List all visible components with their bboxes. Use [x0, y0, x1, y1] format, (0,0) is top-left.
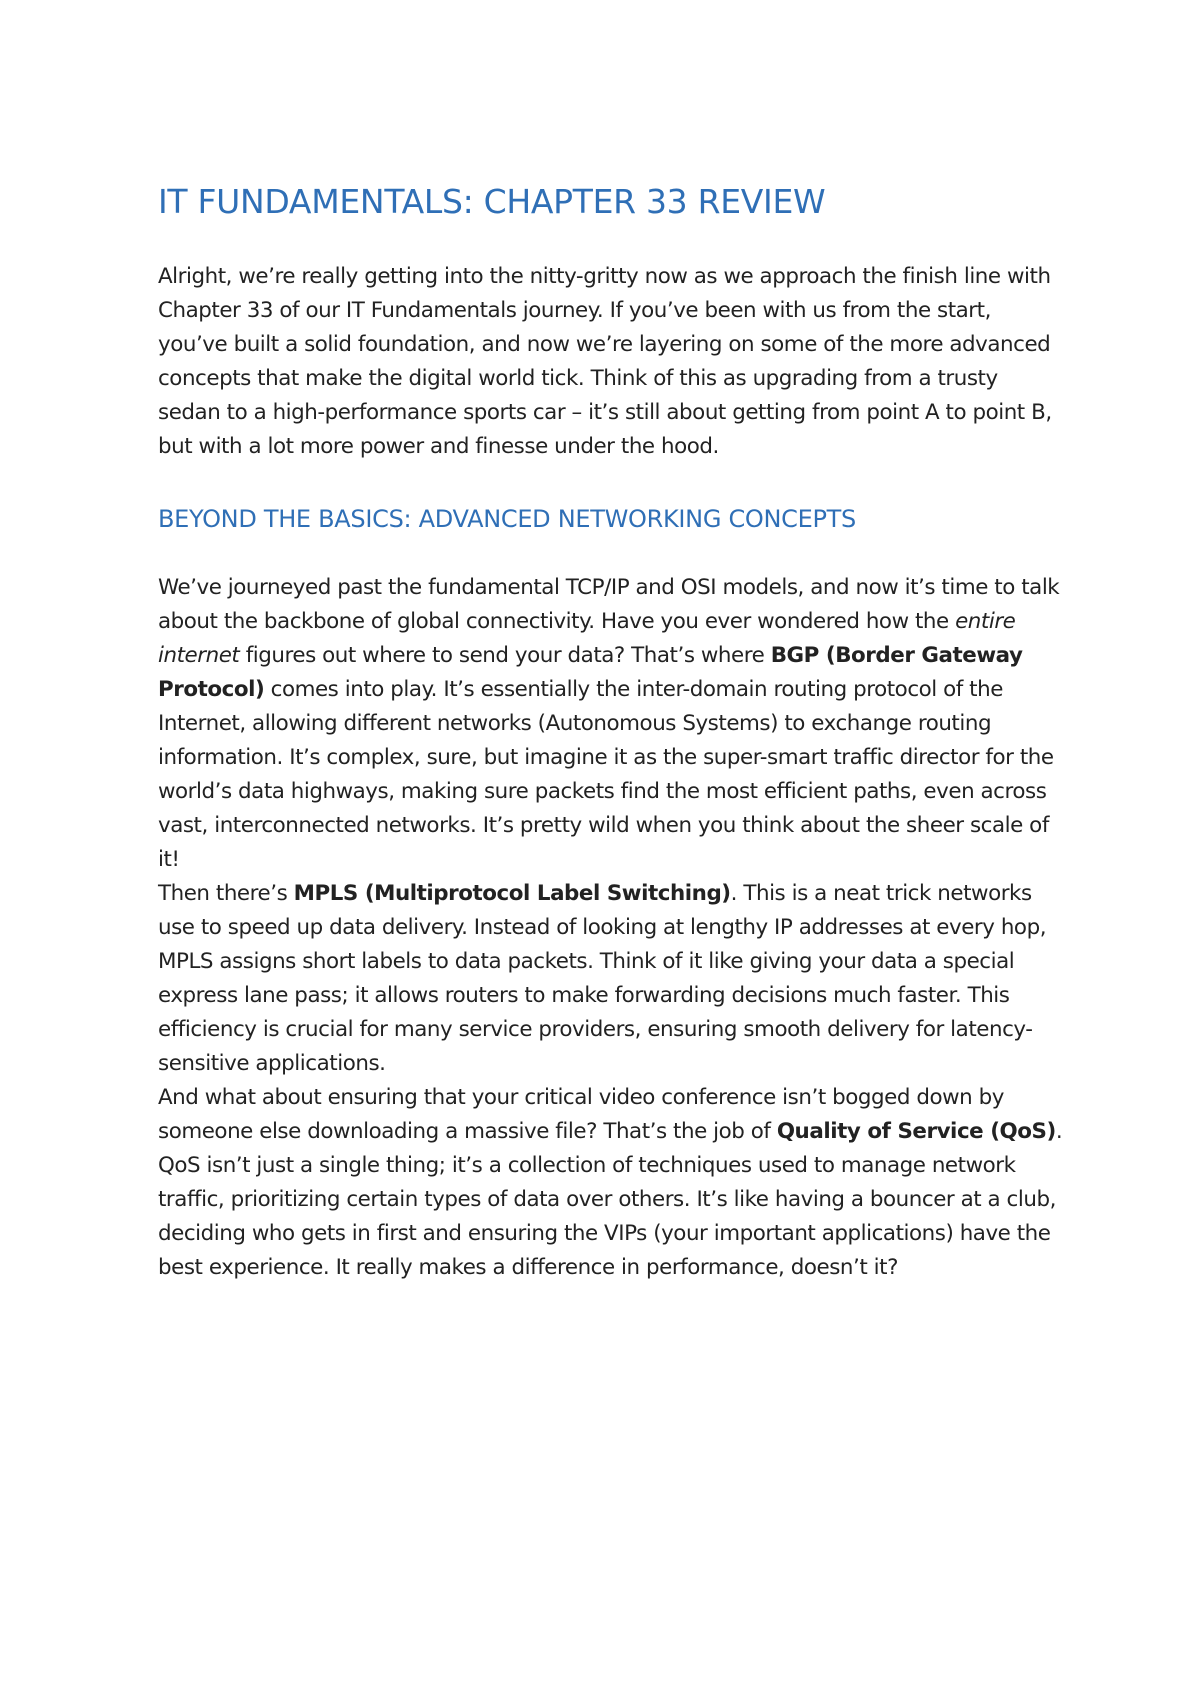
- mpls-text-1: Then there’s: [158, 881, 294, 906]
- bgp-term: BGP (Border Gateway Protocol): [158, 643, 1023, 702]
- bgp-text-2: figures out where to send your data? That’s where: [239, 643, 771, 668]
- document-title: IT FUNDAMENTALS: CHAPTER 33 REVIEW: [158, 182, 826, 221]
- bgp-text-3: comes into play. It’s essentially the inter-domain routing protocol of the Internet, allowing different networks (Autonomous Systems) to exchange routing information. It’s complex, sure, but imagine it as the super-smart traffic director for the world’s data highways, making sure packets find the most efficient paths, even across vast, interconnected networks. It’s pretty wild when you think about the sheer scale of it!: [158, 677, 1054, 872]
- mpls-paragraph: [158, 877, 1063, 1081]
- qos-term: Quality of Service (QoS): [776, 1119, 1056, 1144]
- document-page: [158, 180, 1063, 1285]
- bgp-paragraph: [158, 571, 1063, 877]
- qos-text-1: And what about ensuring that your critical video conference isn’t bogged down by someone else downloading a massive file? That’s the job of: [158, 1085, 1004, 1144]
- qos-paragraph: [158, 1081, 1063, 1285]
- section-heading: BEYOND THE BASICS: ADVANCED NETWORKING CONCEPTS: [158, 505, 856, 533]
- mpls-term: MPLS (Multiprotocol Label Switching): [293, 881, 731, 906]
- mpls-text-2: . This is a neat trick networks use to speed up data delivery. Instead of looking at lengthy IP addresses at every hop, MPLS assigns short labels to data packets. Think of it like giving your data a special express lane pass; it allows routers to make forwarding decisions much faster. This efficiency is crucial for many service providers, ensuring smooth delivery for latency-sensitive applications.: [158, 881, 1047, 1076]
- bgp-emphasis: entire internet: [158, 609, 1016, 668]
- qos-text-2: . QoS isn’t just a single thing; it’s a collection of techniques used to manage network traffic, prioritizing certain types of data over others. It’s like having a bouncer at a club, deciding who gets in first and ensuring the VIPs (your important applications) have the best experience. It really makes a difference in performance, doesn’t it?: [158, 1119, 1063, 1280]
- bgp-text-1: We’ve journeyed past the fundamental TCP/IP and OSI models, and now it’s time to talk about the backbone of global connectivity. Have you ever wondered how the: [158, 575, 1060, 634]
- intro-paragraph: Alright, we’re really getting into the nitty-gritty now as we approach the finish line with Chapter 33 of our IT Fundamentals journey. If you’ve been with us from the start, you’ve built a solid foundation, and now we’re layering on some of the more advanced concepts that make the digital world tick. Think of this as upgrading from a trusty sedan to a high-performance sports car – it’s still about getting from point A to point B, but with a lot more power and finesse under the hood.: [158, 264, 1052, 459]
